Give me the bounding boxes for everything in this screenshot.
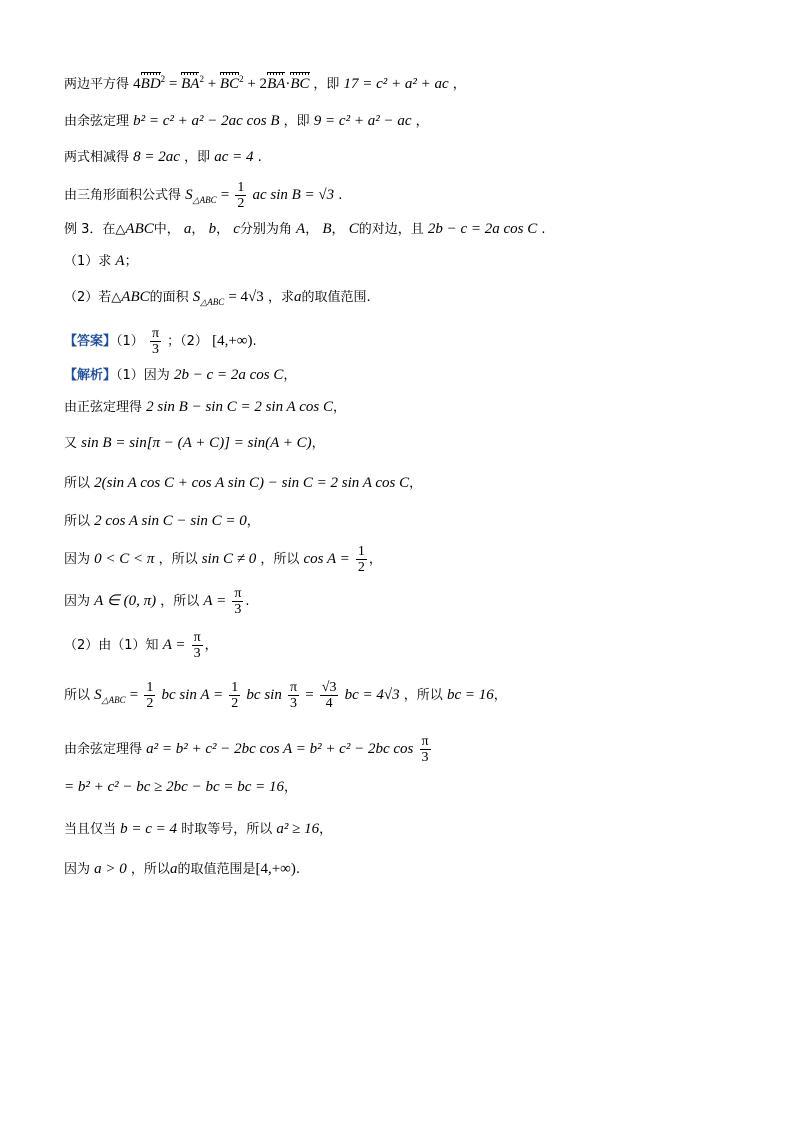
- punct: .: [252, 334, 257, 349]
- symbol: a: [169, 861, 178, 877]
- equation: a > 0: [94, 861, 127, 877]
- equation: cos A =: [303, 551, 350, 567]
- fraction: [356, 544, 367, 575]
- fraction: [232, 586, 243, 617]
- text: 由三角形面积公式得: [64, 188, 182, 203]
- equation: sin B = sin[π − (A + C)] = sin(A + C): [81, 435, 312, 451]
- answer-line: [64, 326, 257, 357]
- equation: sin C ≠ 0: [201, 551, 257, 567]
- numerator: 1: [146, 680, 154, 695]
- punct: ，: [493, 688, 507, 703]
- symbol: S: [185, 187, 193, 203]
- punct: .: [338, 188, 343, 203]
- numerator: π: [421, 734, 429, 749]
- vector-bd: BD: [140, 76, 161, 92]
- fraction: [150, 326, 161, 357]
- numerator: √3: [321, 680, 337, 695]
- text: 两边平方得: [64, 77, 130, 92]
- fraction: [288, 680, 299, 711]
- equation: 9 = c² + a² − ac: [313, 113, 412, 129]
- question-2: [64, 288, 371, 311]
- symbol: c: [233, 221, 240, 237]
- sup: 2: [199, 74, 204, 84]
- op: =: [129, 687, 139, 703]
- op: =: [305, 687, 314, 703]
- numerator: 1: [231, 680, 239, 695]
- text: ，所以: [260, 552, 300, 567]
- op: + 2: [247, 76, 268, 92]
- text: 由余弦定理得: [64, 742, 143, 757]
- symbol: C: [348, 221, 359, 237]
- subscript: △ABC: [101, 695, 126, 705]
- text: ，即: [313, 77, 340, 92]
- punct: ，: [409, 476, 423, 491]
- text: 的取值范围是: [177, 862, 256, 877]
- line-expand: [64, 474, 422, 493]
- analysis-label: 【解析】: [64, 368, 117, 383]
- text: 又: [64, 436, 78, 451]
- equation: = b² + c² − bc ≥ 2bc − bc = bc = 16: [64, 779, 284, 795]
- line-cosine-law-2: [64, 734, 433, 765]
- text: ，所以: [160, 594, 200, 609]
- text: （2）由（1）知: [64, 638, 159, 653]
- punct: ，: [216, 222, 230, 237]
- equation: a² ≥ 16: [276, 821, 320, 837]
- line-sinb: [64, 434, 325, 453]
- equation: = 4√3: [228, 289, 264, 305]
- text: （2）若△: [64, 290, 122, 305]
- equation: 2b − c = 2a cos C: [173, 367, 284, 383]
- denominator: 2: [146, 696, 154, 711]
- text: ；（2）: [167, 334, 208, 349]
- text: 的面积: [149, 290, 189, 305]
- symbol: A: [115, 253, 125, 269]
- equation: bc = 16: [446, 687, 494, 703]
- subscript: △ABC: [192, 195, 217, 205]
- line-conclusion: [64, 860, 300, 879]
- equation: 17 = c² + a² + ac: [343, 76, 449, 92]
- op: +: [207, 76, 217, 92]
- line-area-formula: [64, 180, 342, 211]
- op: =: [168, 76, 178, 92]
- text: ，所以: [130, 862, 170, 877]
- symbol: ABC: [121, 289, 150, 305]
- sup: 2: [160, 74, 166, 84]
- text: ，所以: [158, 552, 198, 567]
- text: 所以: [64, 514, 91, 529]
- text: 中，: [153, 222, 180, 237]
- interval: [4,+∞): [212, 333, 253, 349]
- symbol: a: [293, 289, 302, 305]
- subscript: △ABC: [200, 297, 225, 307]
- fraction: [229, 680, 240, 711]
- line-equality-case: [64, 820, 332, 839]
- text: ，即: [184, 150, 211, 165]
- equation: bc = 4√3: [344, 687, 400, 703]
- equation: 2 cos A sin C − sin C = 0: [94, 513, 247, 529]
- equation: ac sin B = √3: [252, 187, 335, 203]
- denominator: 2: [357, 560, 365, 575]
- text: （1）: [116, 334, 144, 349]
- text: 例 3．在△: [64, 222, 126, 237]
- line-area-calc: [64, 680, 507, 711]
- punct: ，: [319, 822, 333, 837]
- part-2-start: [64, 630, 218, 661]
- equation: 2b − c = 2a cos C: [427, 221, 538, 237]
- equation: 8 = 2ac: [133, 149, 180, 165]
- punct: ，: [331, 222, 345, 237]
- text: （1）因为: [116, 368, 170, 383]
- punct: ，: [415, 114, 429, 129]
- numerator: π: [193, 630, 201, 645]
- numerator: π: [234, 586, 242, 601]
- equation: b = c = 4: [120, 821, 178, 837]
- numerator: π: [289, 680, 298, 695]
- text: 当且仅当: [64, 822, 117, 837]
- denominator: 4: [325, 696, 333, 711]
- symbol: S: [94, 687, 102, 703]
- equation: bc sin: [246, 687, 282, 703]
- punct: ；: [124, 254, 138, 269]
- vector-bc: BC: [290, 76, 310, 92]
- sup: 2: [239, 74, 244, 84]
- text: 由余弦定理: [64, 114, 130, 129]
- equation: A =: [162, 637, 186, 653]
- punct: ，: [311, 436, 325, 451]
- line-vector-square: [64, 70, 466, 94]
- text: 由正弦定理得: [64, 400, 143, 415]
- op: =: [220, 187, 230, 203]
- fraction: [144, 680, 155, 711]
- punct: ，: [452, 77, 466, 92]
- denominator: 3: [234, 602, 242, 617]
- analysis-start: [64, 366, 296, 385]
- math: [133, 76, 313, 92]
- numerator: π: [151, 326, 160, 341]
- punct: .: [295, 862, 300, 877]
- text: ，所以: [403, 688, 443, 703]
- fraction: [192, 630, 203, 661]
- text: 的对边，且: [358, 222, 424, 237]
- vector-bc: BC: [219, 76, 240, 92]
- denominator: 2: [237, 196, 245, 211]
- equation: A ∈ (0, π): [94, 593, 157, 609]
- answer-label: 【答案】: [64, 334, 117, 349]
- punct: .: [245, 594, 250, 609]
- text: 因为: [64, 552, 91, 567]
- equation: 2(sin A cos C + cos A sin C) − sin C = 2 sin A cos C: [94, 475, 410, 491]
- symbol: ABC: [125, 221, 154, 237]
- line-cosine-law: [64, 112, 429, 131]
- punct: ，: [332, 400, 346, 415]
- symbol: b: [208, 221, 217, 237]
- punct: .: [541, 222, 546, 237]
- vector-ba: BA: [267, 76, 286, 92]
- symbol: A: [296, 221, 306, 237]
- text: 的取值范围.: [301, 290, 371, 305]
- text: 分别为角: [239, 222, 292, 237]
- coef: 4: [133, 76, 141, 92]
- punct: ，: [204, 638, 218, 653]
- text: 所以: [64, 476, 91, 491]
- equation: 2 sin B − sin C = 2 sin A cos C: [146, 399, 333, 415]
- symbol: a: [183, 221, 192, 237]
- symbol: B: [322, 221, 332, 237]
- equation: 0 < C < π: [94, 551, 155, 567]
- denominator: 2: [231, 696, 239, 711]
- text: （1）求: [64, 254, 112, 269]
- vector-ba: BA: [181, 76, 200, 92]
- interval: [4,+∞): [255, 861, 296, 877]
- text: 两式相减得: [64, 150, 130, 165]
- dot-op: ·: [285, 76, 291, 92]
- fraction: [420, 734, 431, 765]
- punct: ，: [191, 222, 205, 237]
- numerator: 1: [357, 544, 365, 559]
- equation: ac = 4: [214, 149, 254, 165]
- question-1: [64, 252, 138, 271]
- text: 因为: [64, 862, 91, 877]
- text: ，求: [267, 290, 294, 305]
- line-cosa: [64, 544, 382, 575]
- equation: b² = c² + a² − 2ac cos B: [133, 113, 280, 129]
- equation: a² = b² + c² − 2bc cos A = b² + c² − 2bc cos: [146, 741, 414, 757]
- fraction: [235, 180, 246, 211]
- denominator: 3: [193, 646, 201, 661]
- punct: ，: [284, 780, 298, 795]
- punct: .: [257, 150, 262, 165]
- punct: ，: [368, 552, 382, 567]
- text: 所以: [64, 688, 91, 703]
- equation: A =: [203, 593, 227, 609]
- line-inequality: [64, 778, 297, 797]
- equation: bc sin A =: [161, 687, 224, 703]
- fraction: [320, 680, 339, 711]
- denominator: 3: [151, 342, 159, 357]
- line-sine-law: [64, 398, 346, 417]
- example-3-statement: [64, 220, 546, 239]
- text: ，即: [283, 114, 310, 129]
- punct: ，: [305, 222, 319, 237]
- punct: ，: [246, 514, 260, 529]
- line-simplify: [64, 512, 260, 531]
- denominator: 3: [290, 696, 297, 711]
- text: 时取等号，所以: [181, 822, 273, 837]
- punct: ，: [283, 368, 297, 383]
- line-a-value: [64, 586, 250, 617]
- numerator: 1: [237, 180, 245, 195]
- symbol: S: [192, 289, 201, 305]
- denominator: 3: [421, 750, 429, 765]
- text: 因为: [64, 594, 91, 609]
- line-subtract: [64, 148, 262, 167]
